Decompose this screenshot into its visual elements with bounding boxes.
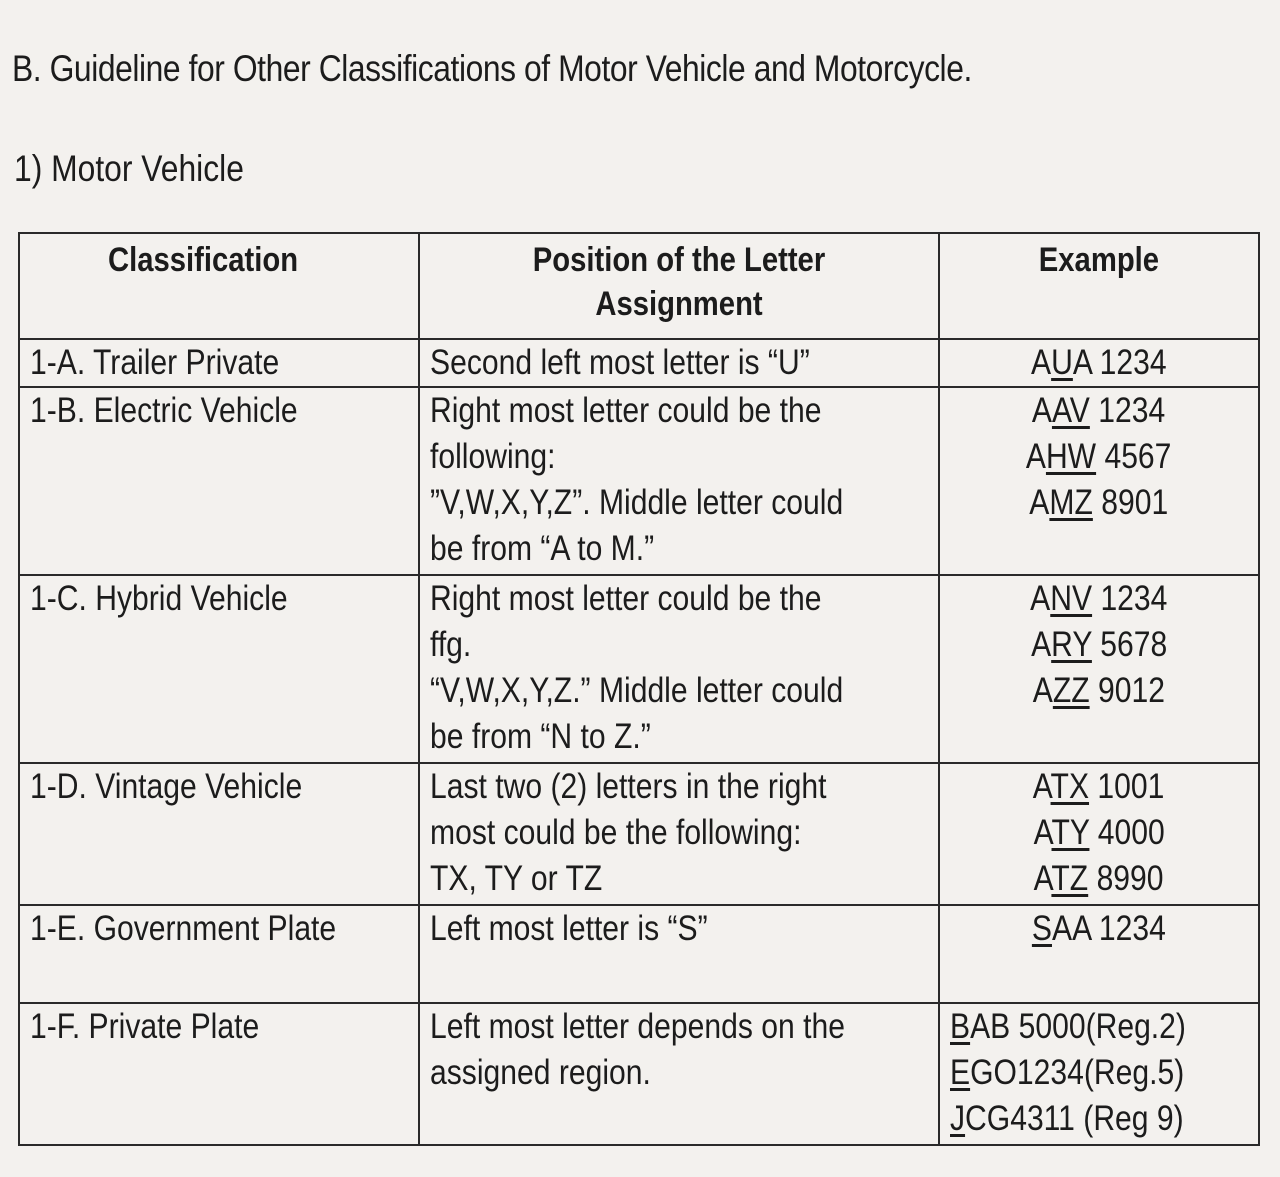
example-plate: AHW 4567 (1026, 437, 1172, 476)
table-row (19, 905, 1259, 1003)
position-cell (419, 905, 939, 1003)
table-row (19, 575, 1259, 763)
table-row (19, 1003, 1259, 1145)
example-plate: AZZ 9012 (1032, 671, 1166, 710)
position-text-line: Right most letter could be the (430, 391, 822, 430)
example-plate: ARY 5678 (1030, 625, 1168, 664)
classification-label: 1-B. Electric Vehicle (30, 391, 298, 430)
example-plate: AAV 1234 (1032, 391, 1166, 430)
header-classification: Classification (19, 233, 419, 339)
classification-label: 1-D. Vintage Vehicle (30, 767, 303, 806)
classification-cell (19, 1003, 419, 1145)
highlighted-letters: AV (1052, 391, 1091, 430)
subsection-heading: 1) Motor Vehicle (14, 148, 244, 189)
classification-label: 1-F. Private Plate (30, 1007, 260, 1046)
position-text-line: assigned region. (430, 1053, 651, 1092)
table-row (19, 763, 1259, 905)
highlighted-letters: U (1051, 343, 1074, 382)
table-row (19, 339, 1259, 387)
position-text-line: ffg. (430, 625, 472, 664)
position-text-line: be from “N to Z.” (430, 717, 651, 756)
highlighted-letters: MZ (1049, 483, 1094, 522)
position-text-line: most could be the following: (430, 813, 802, 852)
classification-label: 1-A. Trailer Private (30, 343, 280, 382)
section-heading: B. Guideline for Other Classifications of Motor Vehicle and Motorcycle. (12, 48, 972, 89)
example-cell (939, 905, 1259, 1003)
position-text-line: “V,W,X,Y,Z.” Middle letter could (430, 671, 844, 710)
example-plate: ATX 1001 (1033, 767, 1165, 806)
example-cell (939, 339, 1259, 387)
position-text-line: Left most letter is “S” (430, 909, 708, 948)
table-row (19, 387, 1259, 575)
position-text-line: TX, TY or TZ (430, 859, 603, 898)
classification-cell (19, 575, 419, 763)
example-plate: EGO1234(Reg.5) (950, 1053, 1185, 1092)
example-plate: AUA 1234 (1031, 343, 1167, 382)
example-cell (939, 1003, 1259, 1145)
position-cell (419, 387, 939, 575)
position-cell (419, 1003, 939, 1145)
classification-cell (19, 387, 419, 575)
highlighted-letters: HW (1046, 437, 1097, 476)
highlighted-letters: TY (1051, 813, 1090, 852)
example-cell (939, 387, 1259, 575)
classification-cell (19, 905, 419, 1003)
example-plate: AMZ 8901 (1029, 483, 1169, 522)
classification-table (18, 232, 1260, 1146)
highlighted-letters: NV (1050, 579, 1093, 618)
position-text-line: Right most letter could be the (430, 579, 822, 618)
header-example: Example (939, 233, 1259, 339)
position-text-line: Second left most letter is “U” (430, 343, 810, 382)
position-text-line: following: (430, 437, 556, 476)
position-cell (419, 575, 939, 763)
classification-cell (19, 339, 419, 387)
highlighted-letters: RY (1051, 625, 1092, 664)
position-cell (419, 339, 939, 387)
position-cell (419, 763, 939, 905)
example-plate: JCG4311 (Reg 9) (950, 1099, 1184, 1138)
position-text-line: Left most letter depends on the (430, 1007, 845, 1046)
highlighted-letters: S (1032, 909, 1053, 948)
classification-label: 1-E. Government Plate (30, 909, 337, 948)
example-plate: SAA 1234 (1032, 909, 1166, 948)
example-plate: ATY 4000 (1033, 813, 1165, 852)
position-text-line: be from “A to M.” (430, 529, 655, 568)
example-plate: ANV 1234 (1030, 579, 1168, 618)
header-position: Position of the Letter Assignment (419, 233, 939, 339)
example-plate: BAB 5000(Reg.2) (950, 1007, 1186, 1046)
highlighted-letters: B (950, 1007, 971, 1046)
table-header-row (19, 233, 1259, 339)
example-cell (939, 763, 1259, 905)
highlighted-letters: ZZ (1052, 671, 1090, 710)
highlighted-letters: J (950, 1099, 966, 1138)
position-text-line: Last two (2) letters in the right (430, 767, 827, 806)
highlighted-letters: TX (1051, 767, 1090, 806)
highlighted-letters: TZ (1051, 859, 1089, 898)
highlighted-letters: E (950, 1053, 971, 1092)
example-cell (939, 575, 1259, 763)
example-plate: ATZ 8990 (1034, 859, 1164, 898)
classification-label: 1-C. Hybrid Vehicle (30, 579, 288, 618)
position-text-line: ”V,W,X,Y,Z”. Middle letter could (430, 483, 844, 522)
classification-cell (19, 763, 419, 905)
